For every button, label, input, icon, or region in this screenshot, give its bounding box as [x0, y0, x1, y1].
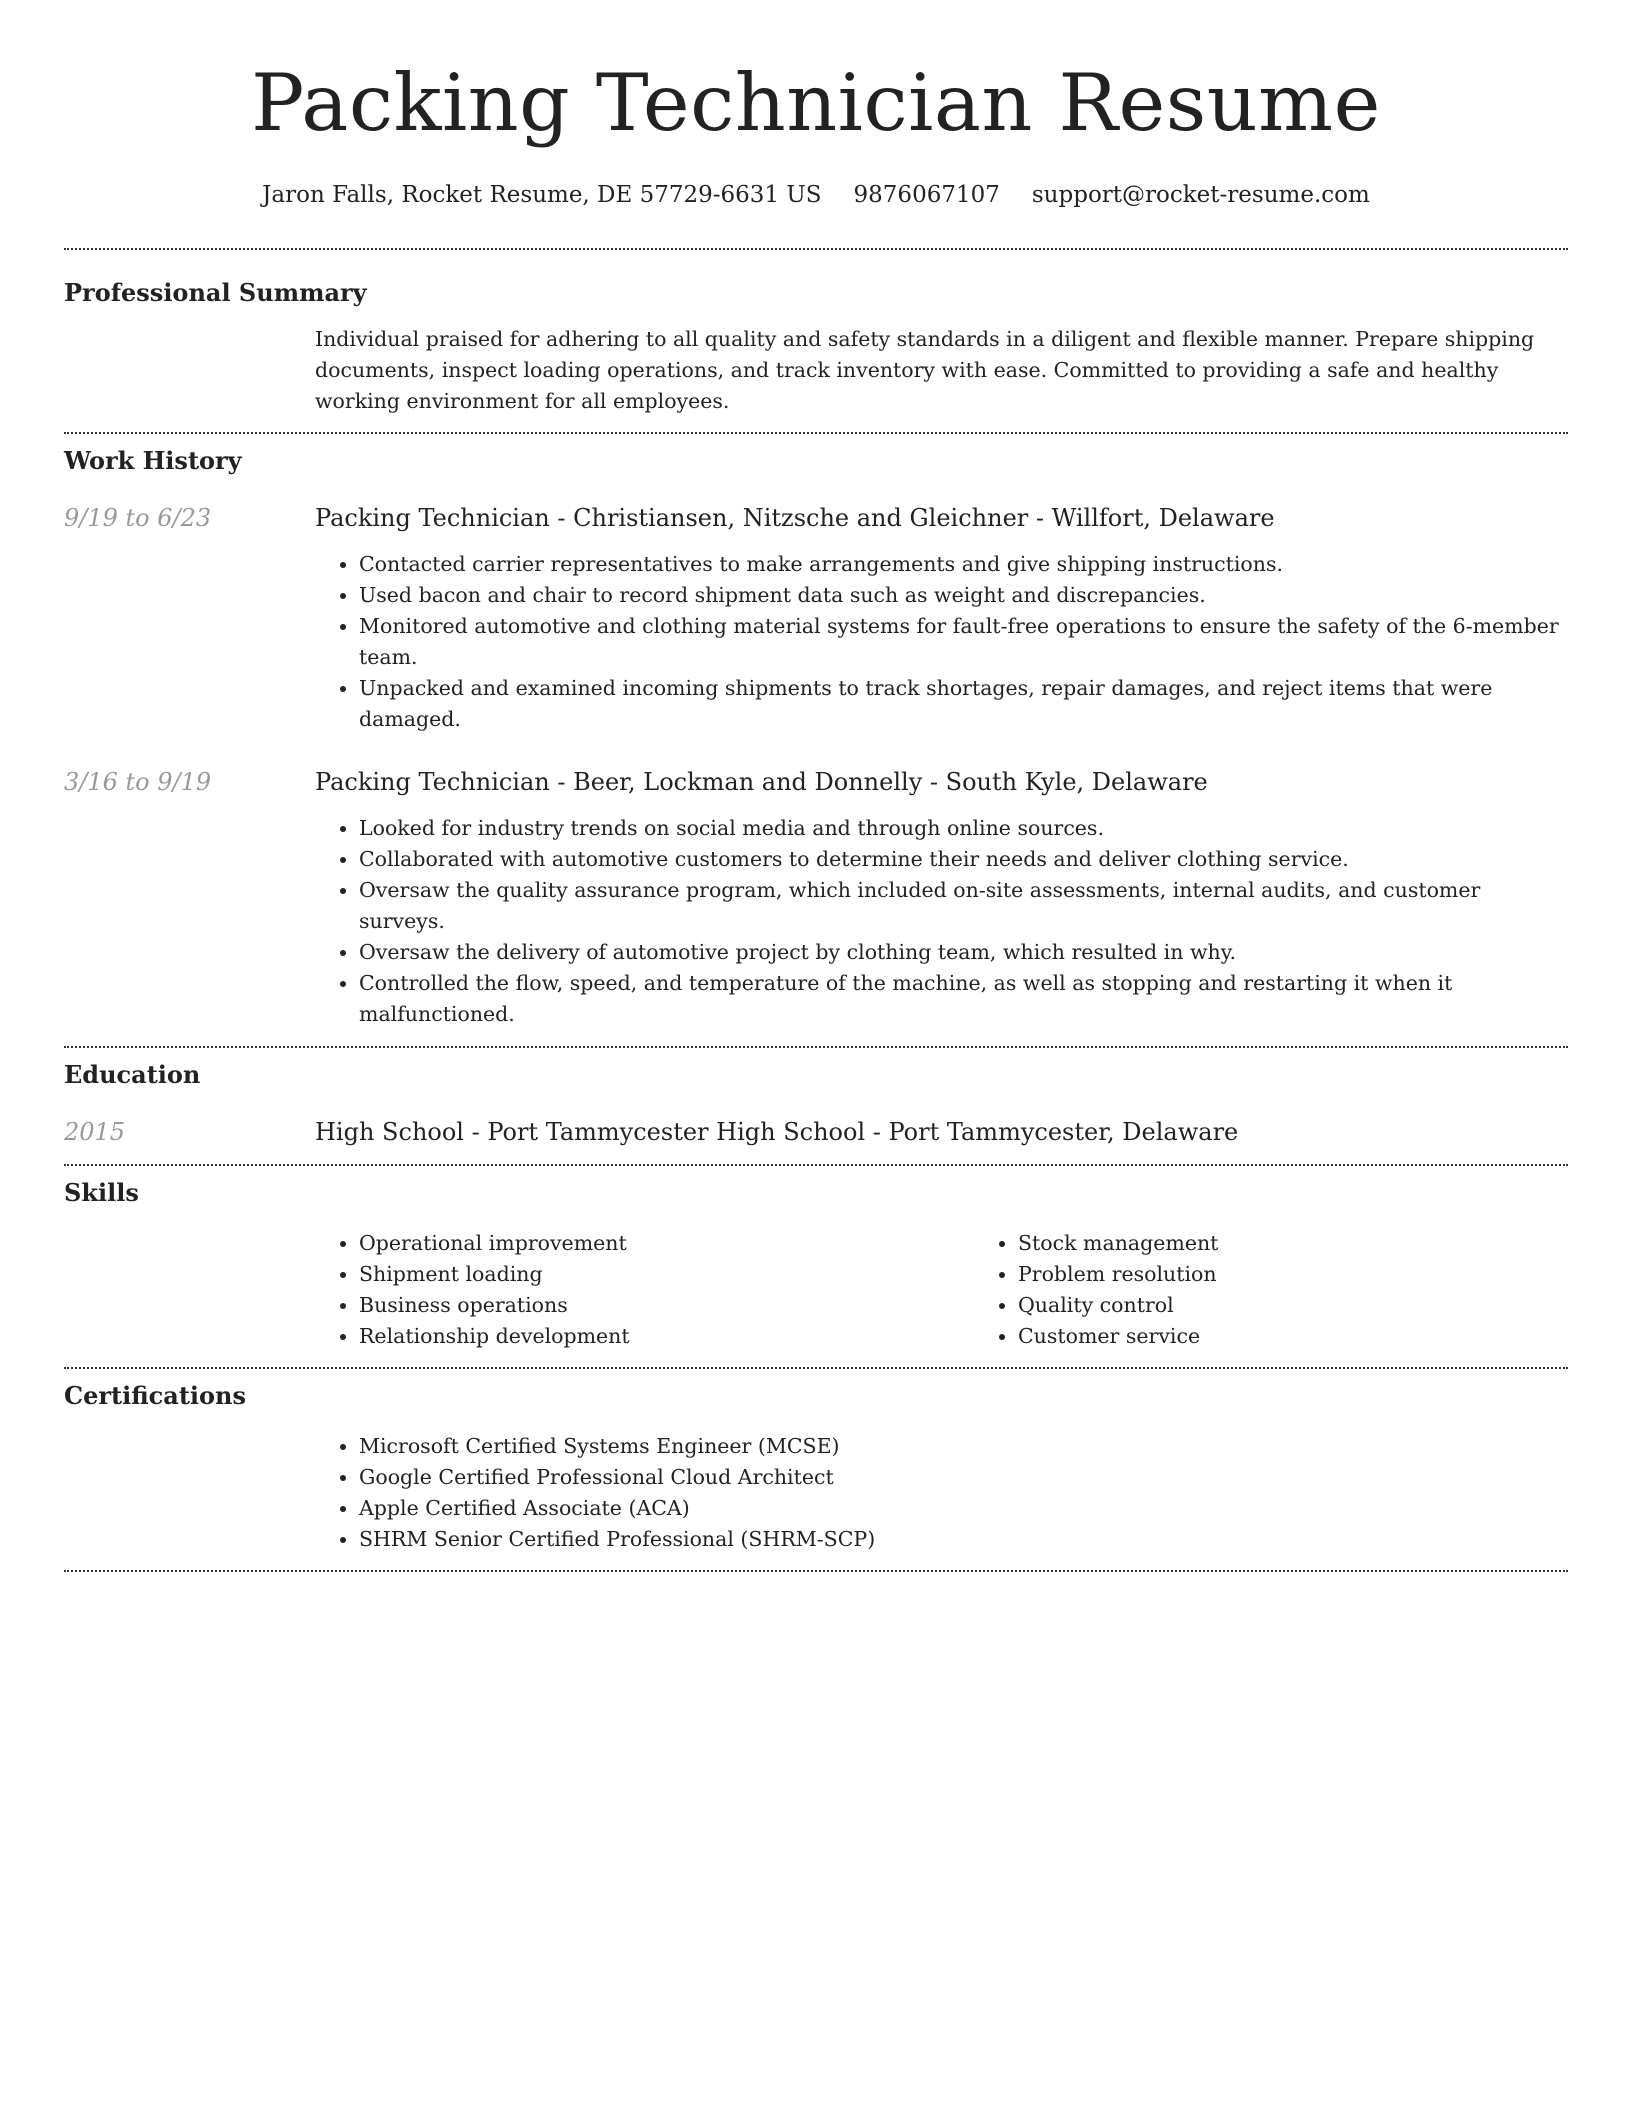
list-item: • Controlled the flow, speed, and temperature of the machine, as well as stopping and restarting it when it malfunctioned.	[359, 968, 1568, 1030]
list-item: • Oversaw the delivery of automotive project by clothing team, which resulted in why.	[359, 937, 1568, 968]
contact-address: Jaron Falls, Rocket Resume, DE 57729-6631 US	[262, 182, 822, 208]
job-dates: 3/16 to 9/19	[64, 768, 212, 796]
education-detail: High School - Port Tammycester High School - Port Tammycester, Delaware	[315, 1118, 1239, 1146]
list-item: • Relationship development	[359, 1321, 974, 1352]
skills-column	[974, 1228, 1632, 1352]
list-item: • Operational improvement	[359, 1228, 974, 1259]
education-year: 2015	[64, 1118, 126, 1146]
job-bullets	[315, 813, 1568, 1030]
job-bullets	[315, 549, 1568, 735]
section-education	[64, 1048, 1568, 1149]
contact-phone: 9876067107	[853, 182, 1000, 208]
job-dates: 9/19 to 6/23	[64, 504, 212, 532]
list-item: • SHRM Senior Certified Professional (SHRM-SCP)	[359, 1524, 1568, 1555]
section-skills	[64, 1166, 1568, 1352]
contact-email: support@rocket-resume.com	[1031, 182, 1370, 208]
list-item: • Google Certified Professional Cloud Architect	[359, 1462, 1568, 1493]
job-title: Packing Technician - Beer, Lockman and Donnelly - South Kyle, Delaware	[315, 768, 1208, 796]
list-item: • Business operations	[359, 1290, 974, 1321]
summary-text: Individual praised for adhering to all quality and safety standards in a diligent and flexible manner. Prepare shipping documents, inspect loading operations, and track inventory with ease. Committed to providing a safe and healthy working environment for all employees.	[315, 327, 1535, 413]
skills-column	[315, 1228, 974, 1352]
skills-grid	[315, 1228, 1632, 1352]
section-certifications	[64, 1369, 1568, 1555]
list-item: • Apple Certified Associate (ACA)	[359, 1493, 1568, 1524]
list-item: • Monitored automotive and clothing material systems for fault-free operations to ensure the safety of the 6-member team.	[359, 611, 1568, 673]
section-heading: Certifications	[64, 1381, 247, 1410]
list-item: • Stock management	[1018, 1228, 1632, 1259]
list-item: • Microsoft Certified Systems Engineer (MCSE)	[359, 1431, 1568, 1462]
list-item: • Customer service	[1018, 1321, 1632, 1352]
list-item: • Shipment loading	[359, 1259, 974, 1290]
job-entry	[64, 501, 1568, 735]
list-item: • Collaborated with automotive customers to determine their needs and deliver clothing service.	[359, 844, 1568, 875]
certifications-list	[315, 1431, 1568, 1555]
list-item: • Used bacon and chair to record shipment data such as weight and discrepancies.	[359, 580, 1568, 611]
section-heading: Skills	[64, 1178, 139, 1207]
job-entry	[64, 765, 1568, 1030]
job-title: Packing Technician - Christiansen, Nitzsche and Gleichner - Willfort, Delaware	[315, 504, 1275, 532]
section-heading: Work History	[64, 446, 242, 475]
resume-title: Packing Technician Resume	[251, 57, 1381, 149]
list-item: • Unpacked and examined incoming shipments to track shortages, repair damages, and reject items that were damaged.	[359, 673, 1568, 735]
education-entry	[64, 1115, 1568, 1149]
list-item: • Contacted carrier representatives to make arrangements and give shipping instructions.	[359, 549, 1568, 580]
section-heading: Education	[64, 1060, 201, 1089]
divider	[64, 1570, 1568, 1572]
list-item: • Problem resolution	[1018, 1259, 1632, 1290]
contact-line	[64, 178, 1568, 212]
section-work-history	[64, 434, 1568, 1030]
list-item: • Quality control	[1018, 1290, 1632, 1321]
section-professional-summary	[64, 250, 1568, 417]
list-item: • Looked for industry trends on social media and through online sources.	[359, 813, 1568, 844]
section-heading: Professional Summary	[64, 278, 367, 307]
list-item: • Oversaw the quality assurance program, which included on-site assessments, internal audits, and customer surveys.	[359, 875, 1568, 937]
